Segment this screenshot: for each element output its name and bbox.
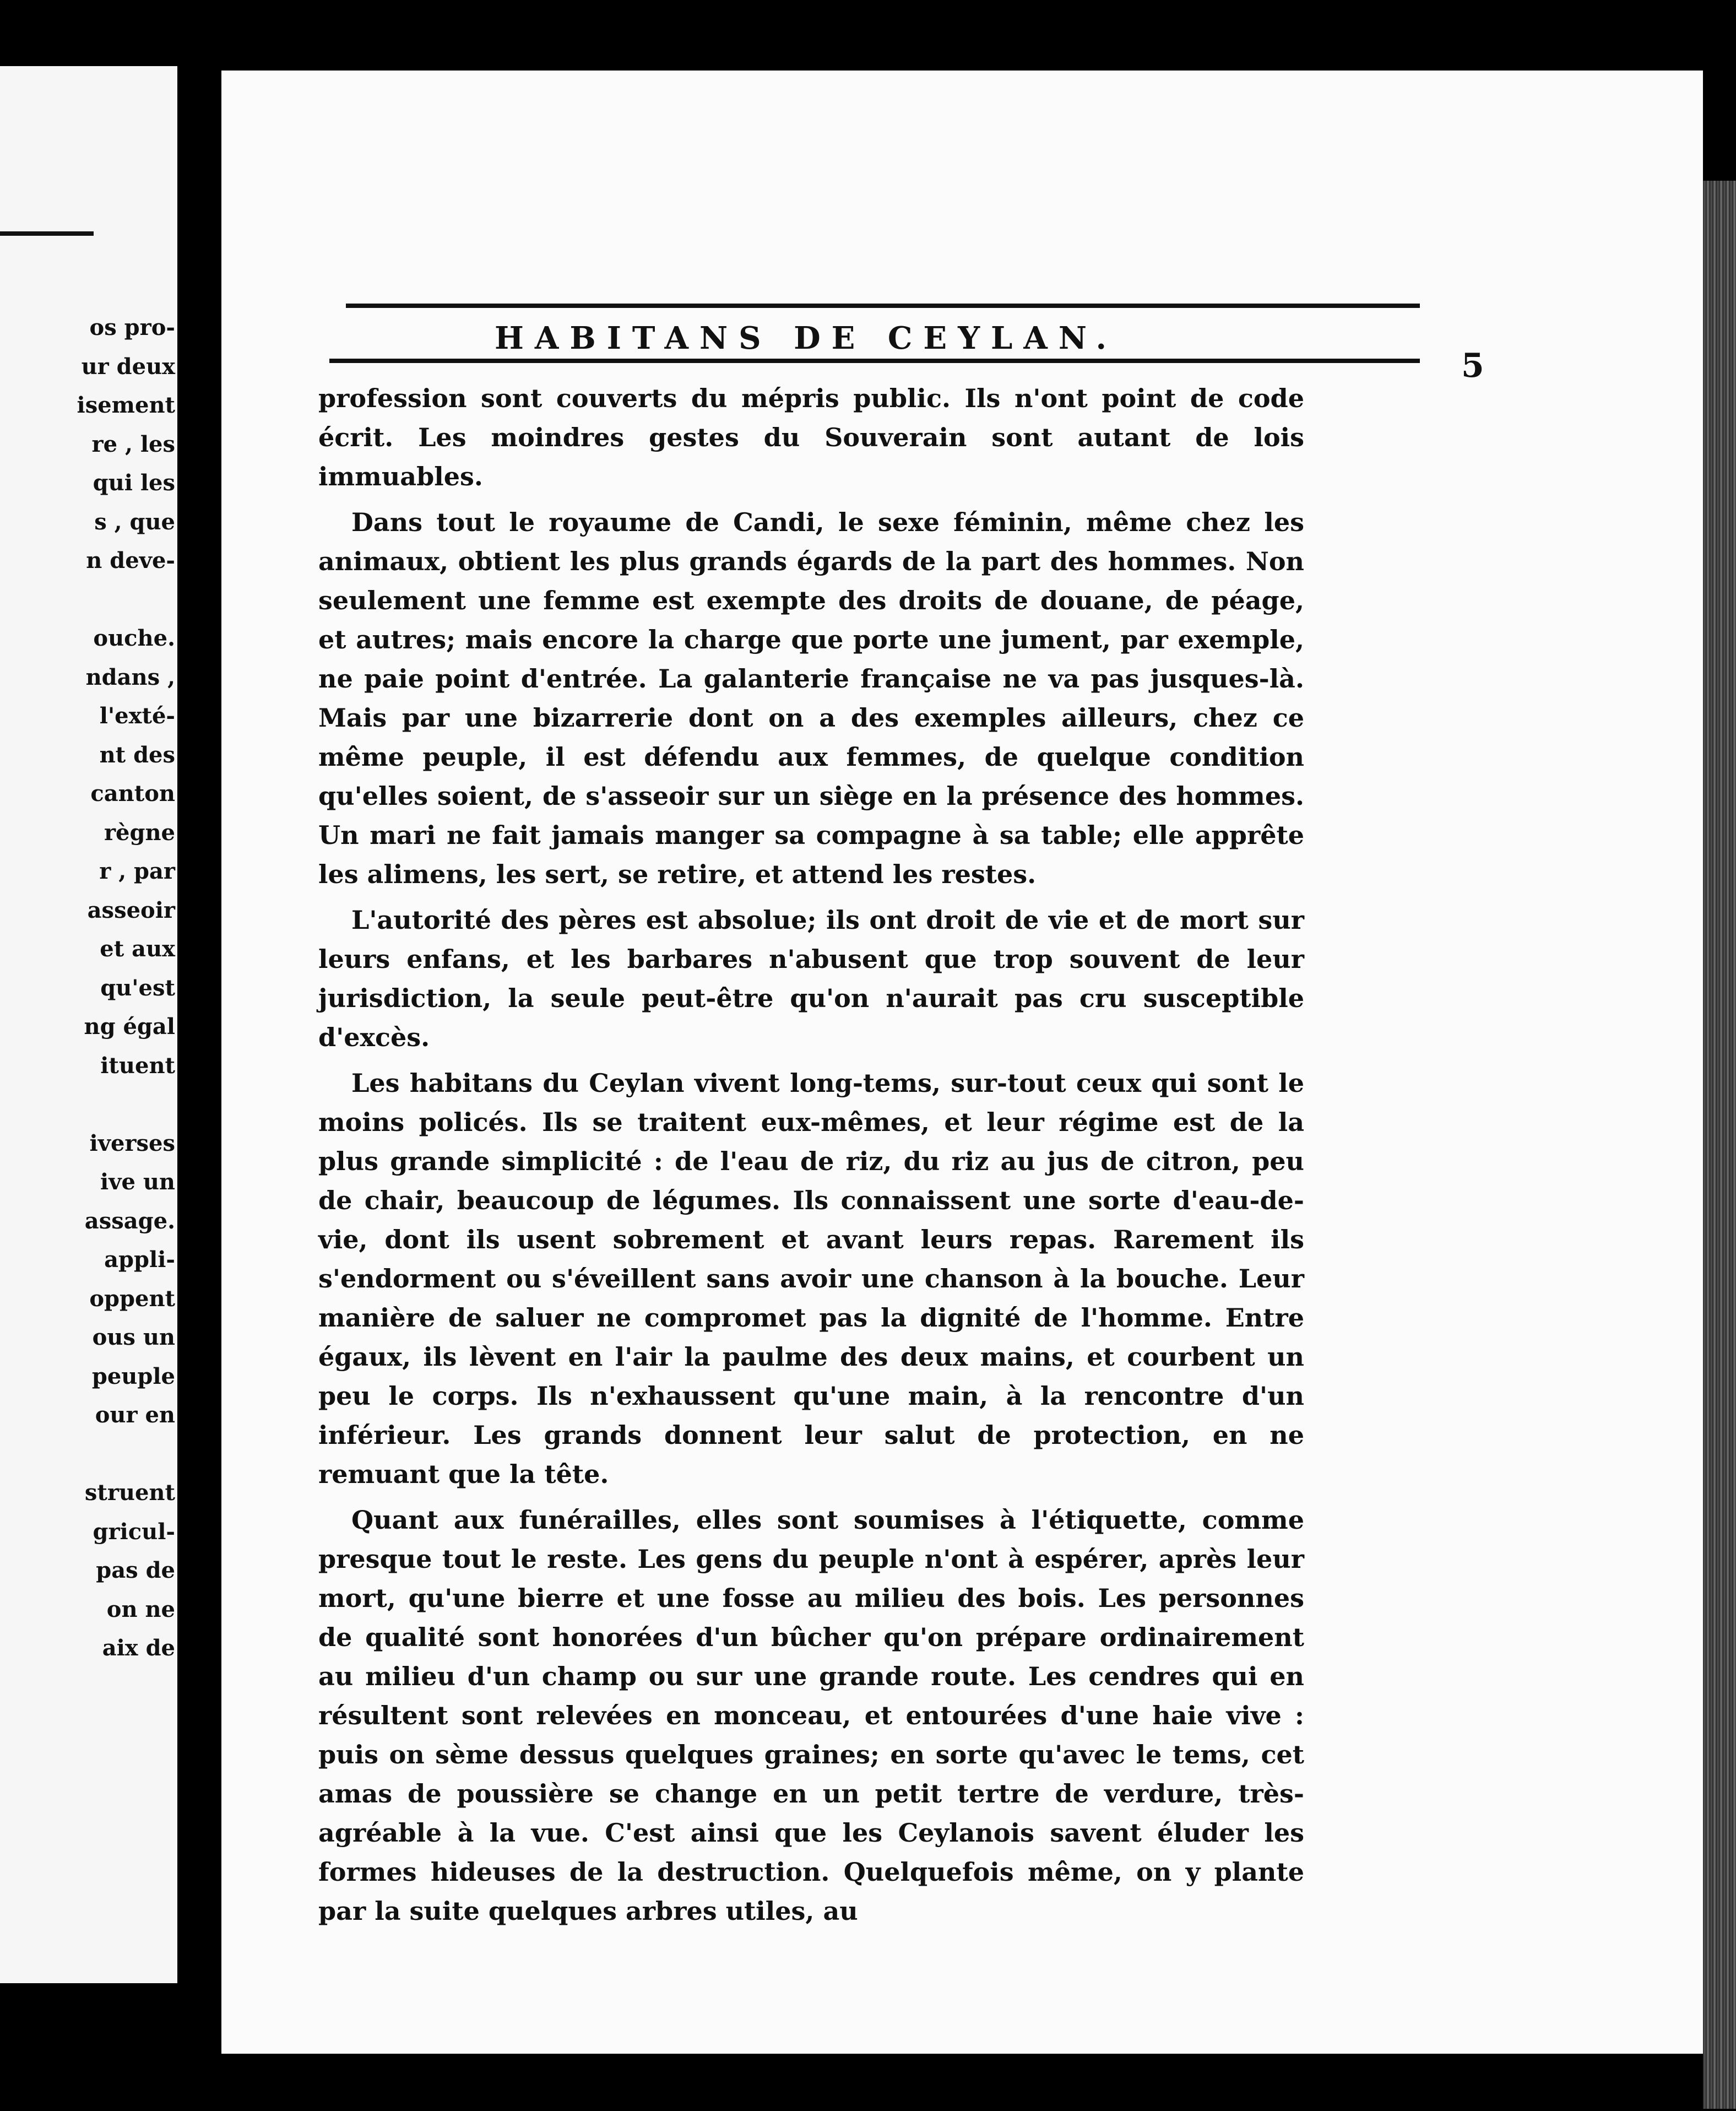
book-gutter bbox=[177, 0, 221, 2111]
left-page-fragment bbox=[0, 66, 177, 1983]
left-line-fragment: canton bbox=[90, 781, 175, 806]
paragraph: Quant aux funérailles, elles sont soumises à l'étiquette, comme presque tout le reste. Les gens du peuple n'ont à espérer, après leur mort, qu'une bierre et une fosse au milieu des bois. Les personnes de qualité sont honorées d'un bûcher qu'on prépare ordinairement au milieu d'un champ ou sur une grande route. Les cendres qui en résultent sont relevées en monceau, et entourées d'une haie vive : puis on sème dessus quelques graines; en sorte qu'avec le tems, cet amas de poussière se change en un petit tertre de verdure, très-agréable à la vue. C'est ainsi que les Ceylanois savent éluder les formes hideuses de la destruction. Quelquefois même, on y plante par la suite quelques arbres utiles, au bbox=[318, 1505, 1304, 1926]
page-number: 5 bbox=[1461, 347, 1484, 385]
paragraph: Les habitans du Ceylan vivent long-tems, sur-tout ceux qui sont le moins policés. Ils se traitent eux-mêmes, et leur régime est de la plus grande simplicité : de l'eau de riz, du riz au jus de citron, peu de chair, beaucoup de légumes. Ils connaissent une sorte d'eau-de-vie, dont ils usent sobrement et avant leurs repas. Rarement ils s'endorment ou s'éveillent sans avoir une chanson à la bouche. Leur manière de saluer ne compromet pas la dignité de l'homme. Entre égaux, ils lèvent en l'air la paulme des deux mains, et courbent un peu le corps. Ils n'exhaussent qu'une main, à la rencontre d'un inférieur. Les grands donnent leur salut de protection, en ne remuant que la tête. bbox=[318, 1068, 1304, 1489]
page-edges bbox=[1703, 181, 1736, 2109]
left-line-fragment: ur deux bbox=[81, 353, 175, 380]
main-page bbox=[221, 71, 1703, 2054]
left-line-fragment bbox=[0, 1435, 175, 1474]
left-line-fragment: gricul- bbox=[93, 1518, 175, 1545]
left-line-fragment: re , les bbox=[91, 431, 175, 457]
left-line-fragment bbox=[0, 1085, 175, 1124]
header-rule-bottom bbox=[329, 359, 1420, 363]
left-line-fragment: pas de bbox=[96, 1557, 175, 1583]
left-line-fragment: assage. bbox=[84, 1208, 175, 1234]
left-line-fragment: s , que bbox=[94, 508, 175, 535]
page-header bbox=[346, 233, 1484, 398]
left-line-fragment: struent bbox=[84, 1480, 175, 1506]
left-line-fragment: ive un bbox=[100, 1169, 175, 1195]
paragraph: L'autorité des pères est absolue; ils ont droit de vie et de mort sur leurs enfans, et les barbares n'abusent que trop souvent de leur jurisdiction, la seule peut-être qu'on n'aurait pas cru susceptible d'excès. bbox=[318, 905, 1304, 1052]
left-line-fragment: l'exté- bbox=[99, 703, 175, 729]
paragraph: Dans tout le royaume de Candi, le sexe féminin, même chez les animaux, obtient les plus grands égards de la part des hommes. Non seulement une femme est exempte des droits de douane, de péage, et autres; mais encore la charge que porte une jument, par exemple, ne paie point d'entrée. La galanterie française ne va pas jusques-là. Mais par une bizarrerie dont on a des exemples ailleurs, chez ce même peuple, il est défendu aux femmes, de quelque condition qu'elles soient, de s'asseoir sur un siège en la présence des hommes. Un mari ne fait jamais manger sa compagne à sa table; elle apprête les alimens, les sert, se retire, et attend les restes. bbox=[318, 507, 1304, 889]
left-line-fragment: ndans , bbox=[85, 664, 175, 690]
left-line-fragment: nt des bbox=[99, 741, 175, 768]
left-line-fragment: asseoir bbox=[87, 897, 175, 923]
left-line-fragment: peuple bbox=[91, 1363, 175, 1389]
left-line-fragment: iverses bbox=[89, 1130, 175, 1156]
left-line-fragment bbox=[0, 581, 175, 620]
left-page-text bbox=[0, 308, 175, 1668]
left-line-fragment: os pro- bbox=[89, 315, 175, 340]
left-line-fragment: r , par bbox=[99, 858, 175, 884]
left-line-fragment: ng égal bbox=[84, 1014, 175, 1040]
left-line-fragment: our en bbox=[95, 1402, 175, 1428]
left-line-fragment: qui les bbox=[93, 470, 175, 496]
left-line-fragment: qu'est bbox=[100, 975, 175, 1001]
left-line-fragment: ituent bbox=[100, 1052, 175, 1079]
body-text bbox=[318, 379, 1304, 1937]
left-line-fragment: et aux bbox=[100, 936, 175, 962]
left-line-fragment: isement bbox=[77, 392, 175, 418]
paragraph: profession sont couverts du mépris public. Ils n'ont point de code écrit. Les moindres gestes du Souverain sont autant de lois immuables. bbox=[318, 383, 1304, 491]
running-head: HABITANS DE CEYLAN. bbox=[495, 320, 1117, 356]
left-line-fragment: on ne bbox=[106, 1596, 175, 1622]
left-line-fragment: ous un bbox=[92, 1324, 175, 1350]
left-line-fragment: oppent bbox=[89, 1285, 175, 1312]
left-line-fragment: n deve- bbox=[86, 548, 175, 573]
left-line-fragment: appli- bbox=[104, 1247, 175, 1273]
left-page-rule bbox=[0, 231, 94, 236]
header-rule-top bbox=[346, 304, 1420, 308]
left-line-fragment: ouche. bbox=[93, 625, 175, 651]
left-line-fragment: règne bbox=[104, 819, 175, 846]
left-line-fragment: aix de bbox=[102, 1635, 175, 1661]
